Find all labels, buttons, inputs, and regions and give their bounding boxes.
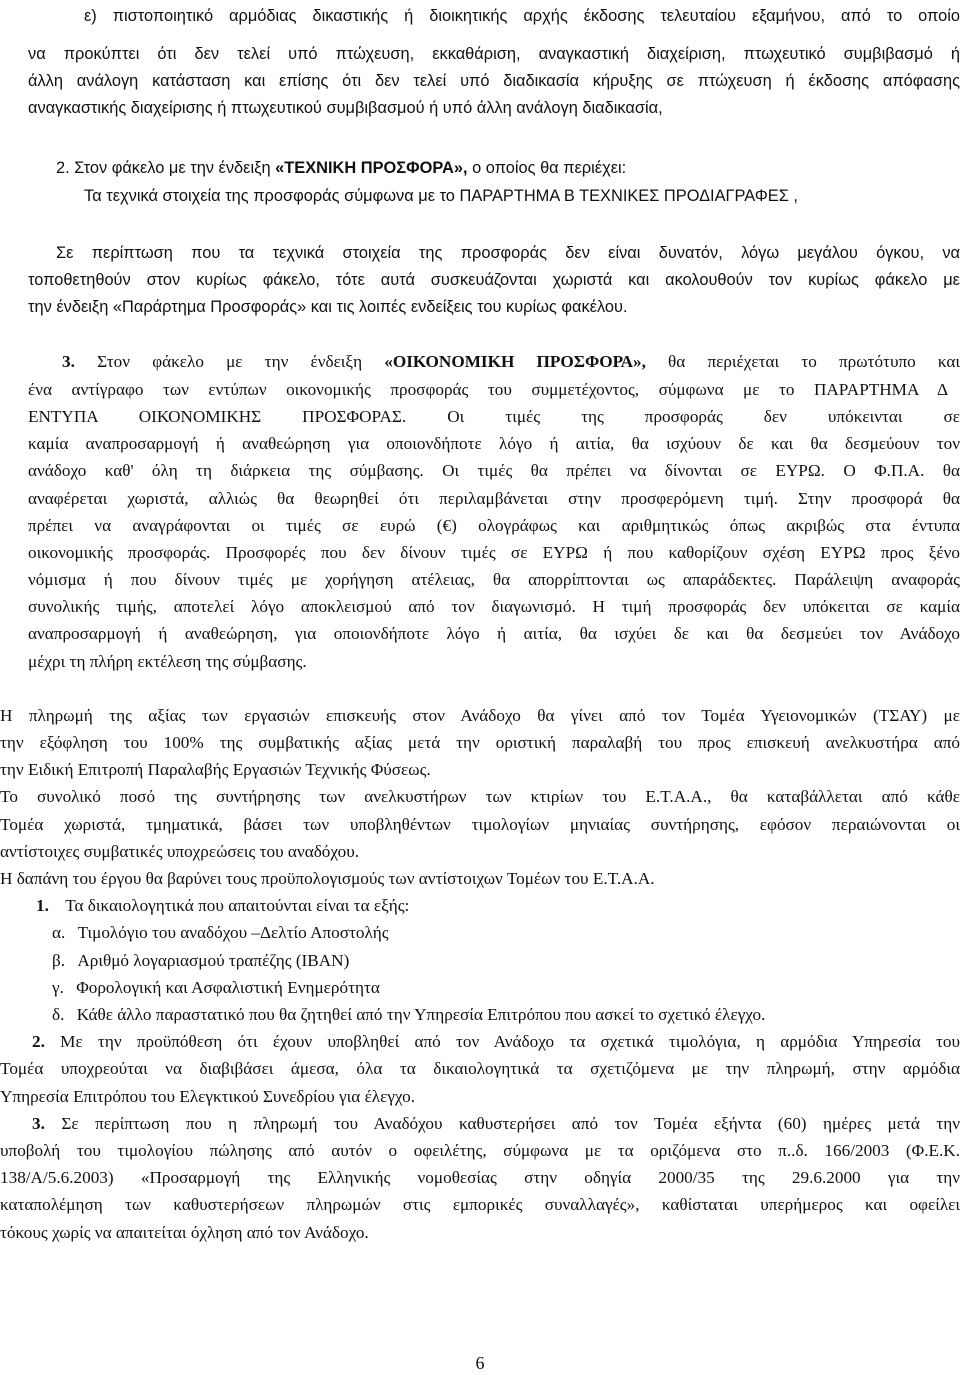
text-line: Σε περίπτωση που η πληρωμή του Αναδόχου καθυστερήσει από τον Τομέα εξήντα (60) ημέρες μετά την bbox=[61, 1114, 960, 1133]
list-item-label: α. bbox=[52, 923, 66, 942]
section-heading bbox=[62, 352, 960, 372]
text-line: αναγκαστικής διαχείρισης ή πτωχευτικού συμβιβασμού ή υπό άλλη ανάλογη διαδικασία, bbox=[28, 99, 663, 117]
text-line: τοποθετηθούν στον κυρίως φάκελο, τότε αυτά συσκευάζονται χωριστά και ακολουθούν τον κυρίως φάκελο με bbox=[28, 271, 960, 289]
text-line: την ένδειξη «Παράρτημα Προσφοράς» και τις λοιπές ενδείξεις του κυρίως φακέλου. bbox=[28, 298, 628, 316]
text-line: ένα αντίγραφο των εντύπων οικονομικής προσφοράς του συμμετέχοντος, σύμφωνα με το ΠΑΡΑΡΤΗΜΑ Δ bbox=[28, 380, 948, 399]
list-item-text: Φορολογική και Ασφαλιστική Ενημερότητα bbox=[76, 978, 380, 997]
section-intro: Στον φάκελο με την ένδειξη bbox=[97, 352, 363, 371]
list-item-text: Αριθμό λογαριασμού τραπέζης (IBAN) bbox=[77, 951, 350, 970]
list-item bbox=[52, 951, 349, 971]
text-line: ανάδοχο καθ' όλη τη διάρκεια της σύμβασης. Οι τιμές θα πρέπει να δίνονται σε ΕΥΡΩ. Ο Φ.Π.Α. θα bbox=[28, 461, 960, 480]
text-line: αντίστοιχες συμβατικές υποχρεώσεις του αναδόχου. bbox=[0, 842, 360, 861]
list-heading-text: Τα δικαιολογητικά που απαιτούνται είναι τα εξής: bbox=[65, 896, 410, 915]
text-line: νόμισμα ή που δίνουν τιμές με χορήγηση ατέλειας, θα απορρίπτονται ως απαράδεκτες. Παράλειψη αναφοράς bbox=[28, 570, 960, 589]
list-item-label: β. bbox=[52, 951, 66, 970]
text-line: μέχρι τη πλήρη εκτέλεση της σύμβασης. bbox=[28, 652, 307, 671]
text-line: Σε περίπτωση που τα τεχνικά στοιχεία της προσφοράς δεν είναι δυνατόν, λόγω μεγάλου όγκου, να bbox=[56, 244, 960, 262]
list-item bbox=[52, 978, 380, 998]
text-line: αναπροσαρμογή ή αναθεώρηση, για οποιονδήποτε λόγο ή αιτία, θα ισχύει δε και θα δεσμεύει τον Ανάδοχο bbox=[28, 624, 960, 643]
text-line: να προκύπτει ότι δεν τελεί υπό πτώχευση, εκκαθάριση, αναγκαστική διαχείριση, πτωχευτικό συμβιβασμό ή bbox=[28, 45, 960, 63]
section-intro: Στον φάκελο με την ένδειξη bbox=[74, 159, 271, 177]
section-title: «ΤΕΧΝΙΚΗ ΠΡΟΣΦΟΡΑ», bbox=[275, 159, 468, 177]
list-heading bbox=[36, 896, 409, 916]
list-number: 1. bbox=[36, 896, 49, 915]
paragraph-number: 2. bbox=[32, 1032, 45, 1051]
list-item-label: δ. bbox=[52, 1005, 65, 1024]
list-item-text: Τιμολόγιο του αναδόχου –Δελτίο Αποστολής bbox=[77, 923, 389, 942]
list-item bbox=[52, 923, 389, 943]
section-title: «ΟΙΚΟΝΟΜΙΚΗ ΠΡΟΣΦΟΡΑ», bbox=[384, 352, 646, 371]
text-line: Τα τεχνικά στοιχεία της προσφοράς σύμφωνα με το ΠΑΡΑΡΤΗΜΑ Β ΤΕΧΝΙΚΕΣ ΠΡΟΔΙΑΓΡΑΦΕΣ , bbox=[84, 187, 798, 205]
text-line: τόκους χωρίς να απαιτείται όχληση από τον Ανάδοχο. bbox=[0, 1223, 369, 1242]
paragraph-number: 3. bbox=[32, 1114, 45, 1133]
page-number: 6 bbox=[475, 1353, 485, 1373]
text-line: αναφέρεται χωριστά, αλλιώς θα θεωρηθεί ότι περιλαμβάνεται στην προσφερόμενη τιμή. Στην προσφορά θα bbox=[28, 489, 960, 508]
text-line: ΕΝΤΥΠΑ ΟΙΚΟΝΟΜΙΚΗΣ ΠΡΟΣΦΟΡΑΣ. Οι τιμές της προσφοράς δεν υπόκεινται σε bbox=[28, 407, 960, 426]
text-line: θα περιέχεται το πρωτότυπο και bbox=[668, 352, 960, 371]
text-line: Υπηρεσία Επιτρόπου του Ελεγκτικού Συνεδρίου για έλεγχο. bbox=[0, 1087, 416, 1106]
text-line: οικονομικής προσφοράς. Προσφορές που δεν δίνουν τιμές σε ΕΥΡΩ ή που καθορίζουν σχέση ΕΥΡΩ προς ξένο bbox=[28, 543, 960, 562]
section-number: 3. bbox=[62, 352, 75, 371]
text-line: Τομέα υποχρεούται να διαβιβάσει άμεσα, όλα τα δικαιολογητικά τα σχετιζόμενα με την πληρωμή, στην αρμόδια bbox=[0, 1059, 960, 1078]
section-heading bbox=[56, 158, 626, 178]
text-line: 138/Α/5.6.2003) «Προσαρμογή της Ελληνικής νομοθεσίας στην οδηγία 2000/35 της 29.6.2000 για την bbox=[0, 1168, 960, 1187]
text-line: Το συνολικό ποσό της συντήρησης των ανελκυστήρων των κτιρίων του Ε.Τ.Α.Α., θα καταβάλλεται από κάθε bbox=[0, 787, 960, 806]
list-item-text: Κάθε άλλο παραστατικό που θα ζητηθεί από την Υπηρεσία Επιτρόπου που ασκεί το σχετικό έλεγχο. bbox=[76, 1005, 766, 1024]
section-number: 2. bbox=[56, 159, 70, 177]
text-line: καμία αναπροσαρμογή ή αναθεώρηση για οποιονδήποτε λόγο ή αιτία, θα ισχύουν δε και θα δεσμεύουν τον bbox=[28, 434, 960, 453]
text-line: Με την προϋπόθεση ότι έχουν υποβληθεί από τον Ανάδοχο τα σχετικά τιμολόγια, η αρμόδια Υπηρεσία του bbox=[60, 1032, 960, 1051]
text-line: ε) πιστοποιητικό αρμόδιας δικαστικής ή διοικητικής αρχής έκδοσης τελευταίου εξαμήνου, από το οποίο bbox=[84, 7, 960, 25]
list-item-label: γ. bbox=[52, 978, 64, 997]
text-line: την Ειδική Επιτροπή Παραλαβής Εργασιών Τεχνικής Φύσεως. bbox=[0, 760, 431, 779]
text-line: υποβολή του τιμολογίου πώλησης από αυτόν ο οφειλέτης, σύμφωνα με τα οριζόμενα στο π..δ. 166/2003 (Φ.Ε.Κ. bbox=[0, 1141, 960, 1160]
text-line: την εξόφληση του 100% της συμβατικής αξίας μετά την οριστική παραλαβή του προς επισκευή ανελκυστήρα από bbox=[0, 733, 960, 752]
text-line: Η πληρωμή της αξίας των εργασιών επισκευής στον Ανάδοχο θα γίνει από τον Τομέα Υγειονομικών (ΤΣΑΥ) με bbox=[0, 706, 960, 725]
text-line: καταπολέμηση των καθυστερήσεων πληρωμών στις εμπορικές συναλλαγές», καθίσταται υπερήμερος και οφείλει bbox=[0, 1195, 960, 1214]
text-line: συνολικής τιμής, αποτελεί λόγο αποκλεισμού από τον διαγωνισμό. Η τιμή προσφοράς δεν υπόκειται σε καμία bbox=[28, 597, 960, 616]
list-item bbox=[52, 1005, 765, 1025]
text-line: Τομέα χωριστά, τμηματικά, βάσει των υποβληθέντων τιμολογίων μηνιαίας συντήρησης, εφόσον περαιώνονται οι bbox=[0, 815, 960, 834]
text-line: πρέπει να αναγράφονται οι τιμές σε ευρώ (€) ολογράφως και αριθμητικώς όπως ακριβώς στα έντυπα bbox=[28, 516, 960, 535]
paragraph-first-line bbox=[32, 1114, 960, 1134]
text-line: Η δαπάνη του έργου θα βαρύνει τους προϋπολογισμούς των αντίστοιχων Τομέων του Ε.Τ.Α.Α. bbox=[0, 869, 655, 888]
text-line: άλλη ανάλογη κατάσταση και επίσης ότι δεν τελεί υπό διαδικασία κήρυξης σε πτώχευση ή έκδοσης απόφασης bbox=[28, 72, 960, 90]
section-rest: ο οποίος θα περιέχει: bbox=[472, 159, 627, 177]
paragraph-first-line bbox=[32, 1032, 960, 1052]
